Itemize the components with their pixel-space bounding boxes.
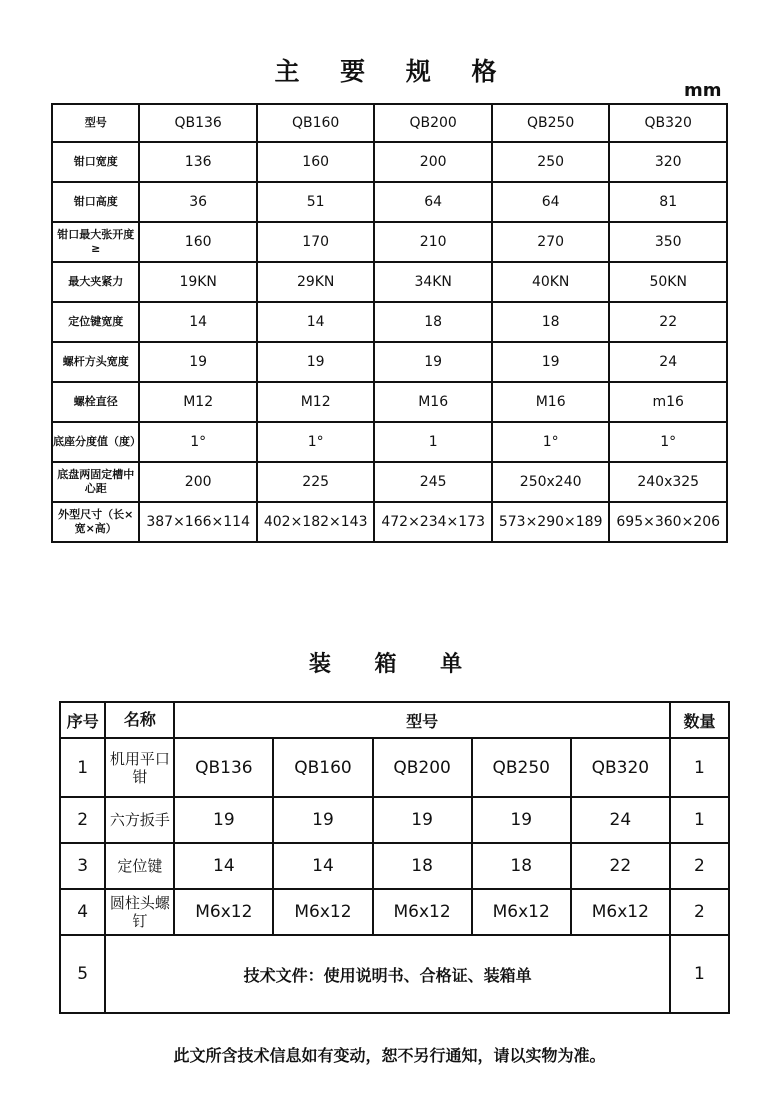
spec-cell: 1°: [609, 422, 727, 462]
row-cell: QB320: [571, 738, 670, 797]
spec-cell: 200: [139, 462, 257, 502]
packing-row: [60, 935, 729, 1013]
spec-cell: 695×360×206: [609, 502, 727, 542]
row-cell: 19: [273, 797, 372, 843]
spec-cell: 64: [374, 182, 492, 222]
spec-row-label: 外型尺寸（长×宽×高）: [52, 502, 139, 542]
spec-cell: 64: [492, 182, 610, 222]
spec-row: [52, 302, 727, 342]
spec-model: QB250: [492, 104, 610, 142]
spec-cell: M12: [139, 382, 257, 422]
spec-cell: 320: [609, 142, 727, 182]
spec-row-label: 螺杆方头宽度: [52, 342, 139, 382]
spec-row: [52, 382, 727, 422]
row-cell: QB160: [273, 738, 372, 797]
spec-cell: 14: [257, 302, 375, 342]
spec-row-label: 螺栓直径: [52, 382, 139, 422]
spec-row-label: 钳口高度: [52, 182, 139, 222]
spec-cell: 40KN: [492, 262, 610, 302]
spec-cell: 19: [257, 342, 375, 382]
spec-row: [52, 502, 727, 542]
packing-row: [60, 797, 729, 843]
spec-cell: 250x240: [492, 462, 610, 502]
spec-row: [52, 222, 727, 262]
spec-cell: 81: [609, 182, 727, 222]
spec-row: [52, 182, 727, 222]
spec-header-label: 型号: [52, 104, 139, 142]
spec-cell: 14: [139, 302, 257, 342]
spec-cell: 1°: [492, 422, 610, 462]
spec-cell: 136: [139, 142, 257, 182]
spec-cell: M12: [257, 382, 375, 422]
spec-cell: 22: [609, 302, 727, 342]
spec-cell: 24: [609, 342, 727, 382]
row-cell: QB250: [472, 738, 571, 797]
spec-row-label: 底座分度值（度）: [52, 422, 139, 462]
row-qty: 2: [670, 889, 729, 935]
row-qty: 1: [670, 935, 729, 1013]
row-name: 六方扳手: [105, 797, 174, 843]
footer-note: 此文所含技术信息如有变动，恕不另行通知，请以实物为准。: [173, 1046, 606, 1065]
spec-cell: 200: [374, 142, 492, 182]
spec-cell: 240x325: [609, 462, 727, 502]
spec-cell: 387×166×114: [139, 502, 257, 542]
spec-cell: 160: [257, 142, 375, 182]
row-cell: 19: [174, 797, 273, 843]
row-cell: 19: [472, 797, 571, 843]
spec-cell: 1: [374, 422, 492, 462]
header-no: 序号: [60, 702, 105, 738]
packing-row: [60, 738, 729, 797]
row-name: 定位键: [105, 843, 174, 889]
row-cell: 14: [174, 843, 273, 889]
spec-cell: 19KN: [139, 262, 257, 302]
packing-header-row: [60, 702, 729, 738]
spec-cell: M16: [492, 382, 610, 422]
spec-cell: 51: [257, 182, 375, 222]
row-qty: 2: [670, 843, 729, 889]
spec-cell: 29KN: [257, 262, 375, 302]
tech-documents: 技术文件：使用说明书、合格证、装箱单: [105, 935, 670, 1013]
header-qty: 数量: [670, 702, 729, 738]
row-cell: 22: [571, 843, 670, 889]
spec-cell: 160: [139, 222, 257, 262]
spec-cell: 402×182×143: [257, 502, 375, 542]
row-cell: M6x12: [174, 889, 273, 935]
spec-row: [52, 462, 727, 502]
spec-cell: 1°: [139, 422, 257, 462]
row-no: 3: [60, 843, 105, 889]
spec-cell: M16: [374, 382, 492, 422]
row-no: 1: [60, 738, 105, 797]
row-cell: M6x12: [571, 889, 670, 935]
spec-model: QB320: [609, 104, 727, 142]
spec-cell: 472×234×173: [374, 502, 492, 542]
spec-cell: 50KN: [609, 262, 727, 302]
unit-label: mm: [684, 80, 722, 101]
packing-table: [59, 701, 730, 1014]
spec-cell: m16: [609, 382, 727, 422]
row-no: 4: [60, 889, 105, 935]
spec-row: [52, 342, 727, 382]
spec-row-label: 底盘两固定槽中心距: [52, 462, 139, 502]
spec-cell: 36: [139, 182, 257, 222]
spec-row: [52, 262, 727, 302]
spec-model: QB136: [139, 104, 257, 142]
spec-cell: 250: [492, 142, 610, 182]
row-no: 5: [60, 935, 105, 1013]
packing-row: [60, 843, 729, 889]
spec-model: QB160: [257, 104, 375, 142]
row-name: 机用平口钳: [105, 738, 174, 797]
spec-cell: 350: [609, 222, 727, 262]
header-name: 名称: [105, 702, 174, 738]
spec-cell: 270: [492, 222, 610, 262]
row-cell: 18: [373, 843, 472, 889]
spec-model: QB200: [374, 104, 492, 142]
row-cell: 19: [373, 797, 472, 843]
spec-cell: 18: [492, 302, 610, 342]
row-cell: 24: [571, 797, 670, 843]
row-cell: M6x12: [273, 889, 372, 935]
spec-table: [51, 103, 728, 543]
spec-row-label: 定位键宽度: [52, 302, 139, 342]
spec-header-row: [52, 104, 727, 142]
row-cell: QB200: [373, 738, 472, 797]
row-qty: 1: [670, 738, 729, 797]
spec-row: [52, 422, 727, 462]
row-no: 2: [60, 797, 105, 843]
spec-row-label: 钳口最大张开度≥: [52, 222, 139, 262]
packing-row: [60, 889, 729, 935]
row-cell: 18: [472, 843, 571, 889]
spec-row: [52, 142, 727, 182]
spec-row-label: 最大夹紧力: [52, 262, 139, 302]
row-cell: 14: [273, 843, 372, 889]
spec-row-label: 钳口宽度: [52, 142, 139, 182]
spec-cell: 19: [139, 342, 257, 382]
packing-title: 装 箱 单: [308, 652, 481, 677]
spec-cell: 19: [374, 342, 492, 382]
spec-cell: 573×290×189: [492, 502, 610, 542]
spec-cell: 1°: [257, 422, 375, 462]
row-name: 圆柱头螺钉: [105, 889, 174, 935]
spec-cell: 170: [257, 222, 375, 262]
spec-title: 主 要 规 格: [274, 57, 513, 86]
row-cell: M6x12: [373, 889, 472, 935]
row-cell: QB136: [174, 738, 273, 797]
header-model: 型号: [174, 702, 670, 738]
spec-cell: 245: [374, 462, 492, 502]
spec-cell: 225: [257, 462, 375, 502]
row-qty: 1: [670, 797, 729, 843]
spec-cell: 19: [492, 342, 610, 382]
spec-cell: 210: [374, 222, 492, 262]
spec-cell: 34KN: [374, 262, 492, 302]
spec-cell: 18: [374, 302, 492, 342]
row-cell: M6x12: [472, 889, 571, 935]
